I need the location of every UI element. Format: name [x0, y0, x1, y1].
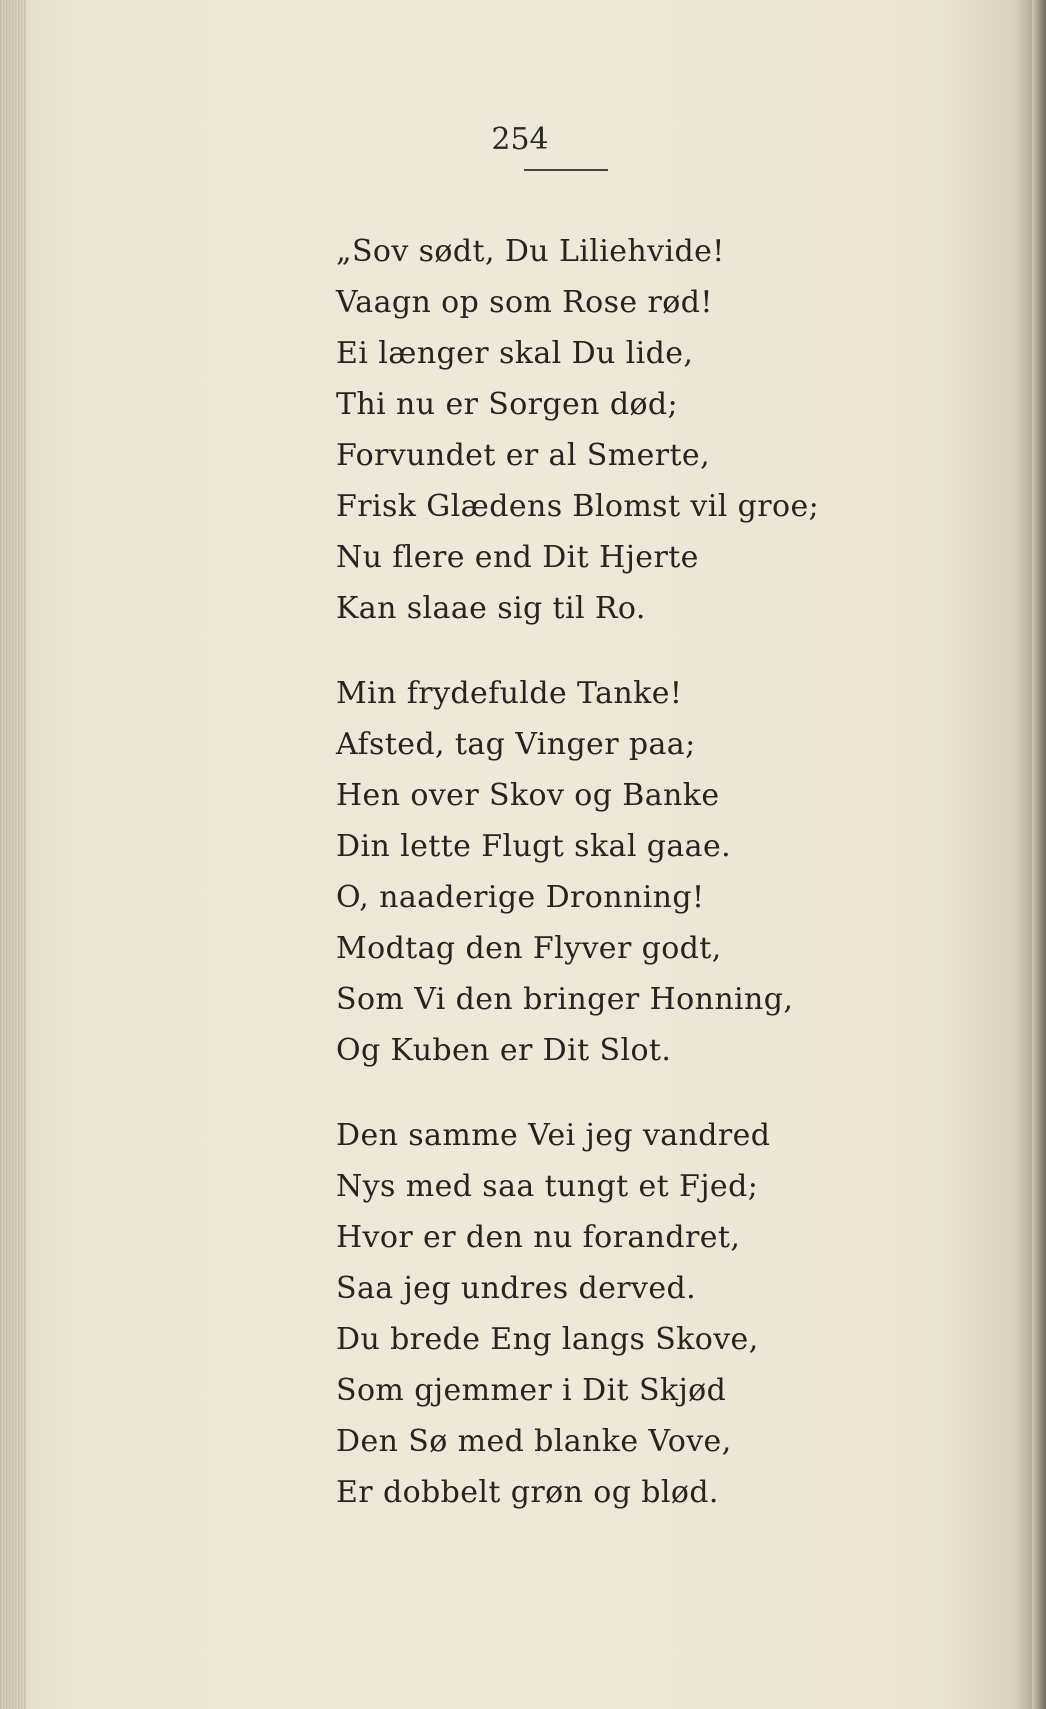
poem-line: „Sov sødt, Du Liliehvide!: [336, 234, 725, 269]
stanza-1: [336, 226, 896, 634]
poem-line: Modtag den Flyver godt,: [336, 931, 722, 966]
poem-line: Min frydefulde Tanke!: [336, 676, 683, 711]
poem-line: Kan slaae sig til Ro.: [336, 591, 646, 626]
stanza-2: [336, 668, 896, 1076]
poem-line: Ei længer skal Du lide,: [336, 336, 694, 371]
poem-line: Thi nu er Sorgen død;: [336, 387, 679, 422]
book-gutter: [0, 0, 26, 1709]
poem-line: Frisk Glædens Blomst vil groe;: [336, 489, 820, 524]
poem-line: Forvundet er al Smerte,: [336, 438, 711, 473]
poem-line: Er dobbelt grøn og blød.: [336, 1475, 719, 1510]
poem-line: Nu flere end Dit Hjerte: [336, 540, 699, 575]
page-edge: [1032, 0, 1046, 1709]
page-number-rule: [524, 169, 608, 171]
poem-line: Den samme Vei jeg vandred: [336, 1118, 771, 1153]
poem-line: Nys med saa tungt et Fjed;: [336, 1169, 759, 1204]
poem-line: Som gjemmer i Dit Skjød: [336, 1373, 727, 1408]
poem-line: Hen over Skov og Banke: [336, 778, 720, 813]
poem: [336, 226, 896, 1552]
poem-line: Du brede Eng langs Skove,: [336, 1322, 759, 1357]
poem-line: Afsted, tag Vinger paa;: [336, 727, 696, 762]
page-number: 254: [491, 122, 549, 157]
poem-line: Din lette Flugt skal gaae.: [336, 829, 732, 864]
poem-line: Og Kuben er Dit Slot.: [336, 1033, 672, 1068]
poem-line: Vaagn op som Rose rød!: [336, 285, 713, 320]
poem-line: Som Vi den bringer Honning,: [336, 982, 794, 1017]
poem-line: Hvor er den nu forandret,: [336, 1220, 741, 1255]
poem-line: Saa jeg undres derved.: [336, 1271, 697, 1306]
poem-line: O, naaderige Dronning!: [336, 880, 705, 915]
stanza-3: [336, 1110, 896, 1518]
poem-line: Den Sø med blanke Vove,: [336, 1424, 732, 1459]
